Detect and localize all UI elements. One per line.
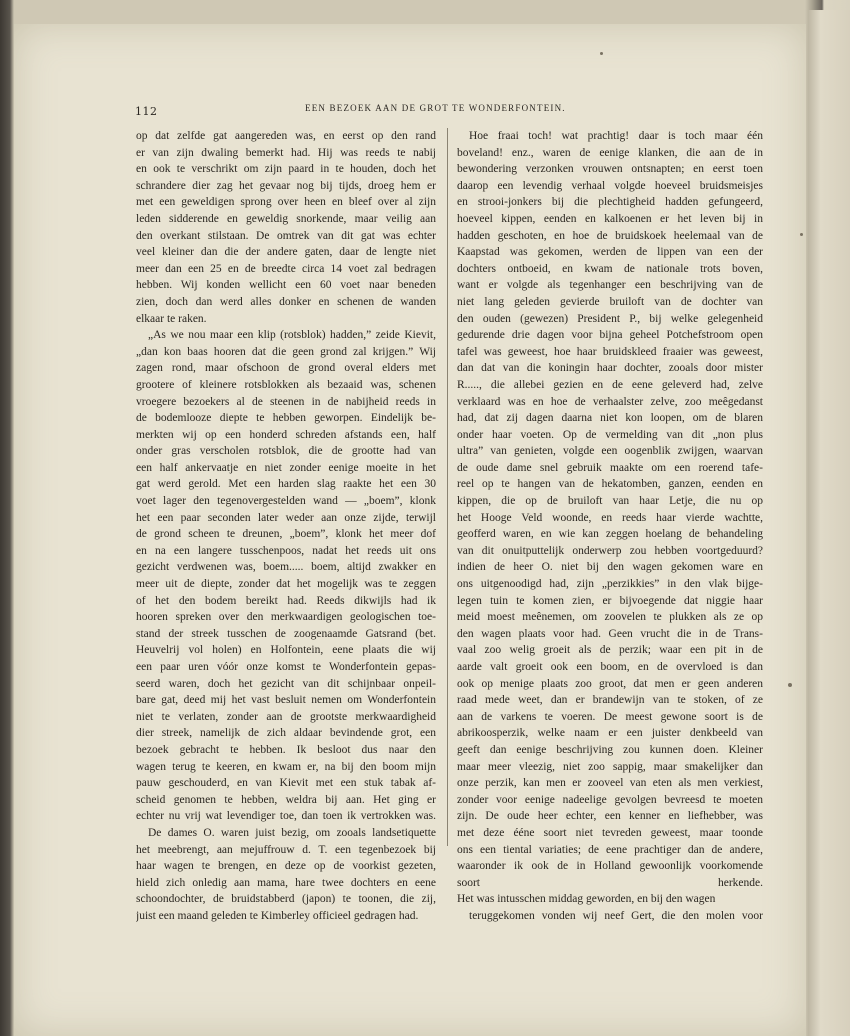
text-line: merkten wij op een honderd schreden afstands een, half <box>136 428 436 441</box>
text-line: er van zijn dwaling bemerkt had. Hij was reeds te nabij <box>136 146 436 159</box>
text-line: grootere of kleinere rotsblokken als bezaaid was, schenen <box>136 378 436 391</box>
text-line: hoeveel kippen, eenden en kalkoenen er het leven bij in <box>457 212 763 225</box>
text-line: juist een maand geleden te Kimberley officieel gedragen had. <box>136 909 419 922</box>
text-line: want er volgde als tegenhanger een beschrijving van de <box>457 279 763 292</box>
text-line: schoondochter, de bruidstabberd (japon) te toonen, die zij, <box>136 893 436 906</box>
text-line: en na een langere tusschenpoos, nadat het reeds uit ons <box>136 544 436 557</box>
text-line: het een paar seconden later weder aan onze zijde, terwijl <box>136 511 436 524</box>
text-line: raad mede weet, dan er brandewijn van te stoken, of ze <box>457 694 763 707</box>
paper-speck <box>800 233 803 236</box>
text-line: aan de varkens te voeren. De meest gewone soort is de <box>457 710 763 723</box>
text-line: van dit onuitputtelijk onderwerp zou hebben voortgeduurd? <box>457 544 763 557</box>
text-line: schrandere dier zag het gevaar nog bij tijds, droeg hem er <box>136 179 436 192</box>
text-line: den wagen plaats voor had. Geen vrucht die in de Trans- <box>457 627 763 640</box>
text-line: maar meer vleezig, niet zoo sappig, maar smakelijker dan <box>457 760 763 773</box>
text-line: vaal zoo welig groeit als de perzik; waar een pit in de <box>457 644 763 657</box>
text-line: niet lang geleden gevierde bruiloft van de dochter van <box>457 295 763 308</box>
text-line: dier streek, namelijk de zich aldaar bevindende grot, een <box>136 727 436 740</box>
text-line: op dat zelfde gat aangereden was, en eerst op den rand <box>136 130 436 142</box>
text-line: R....., die allebei gezien en de eene geleverd had, zelve <box>457 378 763 391</box>
text-line: haar wagen te brengen, en deze op de voorkist gezeten, <box>136 860 436 873</box>
text-line: elkaar te raken. <box>136 312 207 325</box>
text-line: wagen terug te keeren, en kwam er, na bij den boom mijn <box>136 760 436 773</box>
text-line: legen tuin te komen zien, er bijvoegende dat niggie haar <box>457 594 763 607</box>
text-line: pauw geschouderd, en van Kievit met een stuk tabak af- <box>136 777 436 790</box>
right-text-column <box>457 128 763 925</box>
text-line: meid moest meênemen, om zoovelen te plukken als ze op <box>457 611 763 624</box>
text-line: seerd waren, doch het gezicht van dit schijnbaar onpeil- <box>136 677 436 690</box>
text-line: hooren spreken over den merkwaardigen geologischen toe- <box>136 611 436 624</box>
text-line: Hoe fraai toch! wat prachtig! daar is toch maar één <box>469 130 763 142</box>
text-line: zijn. De oude heer echter, een kenner en liefhebber, was <box>457 810 763 823</box>
text-line: scheid genomen te hebben, weldra bij aan. Het ging er <box>136 793 436 806</box>
text-line: niet te verlaten, zonder aan de grootste merkwaardigheid <box>136 710 436 723</box>
text-line: bezoek gebracht te hebben. Ik besloot dus naar den <box>136 743 436 756</box>
text-line: en ook te verschrikt om zijn paard in te houden, doch het <box>136 163 436 176</box>
text-line: hield zich onledig aan mama, hare twee dochters en eene <box>136 876 436 889</box>
text-line: zonder voor eenige nadeelige gevolgen bevreesd te moeten <box>457 793 763 806</box>
text-line: een half ankervaatje en niet zonder eenige moeite in het <box>136 461 436 474</box>
text-line: Het was intusschen middag geworden, en bij den wagen <box>457 893 716 906</box>
column-divider <box>447 128 448 846</box>
text-line: Heuvelrij vol holen) en Holfontein, eene plaats die wij <box>136 644 436 657</box>
text-line: den overkant stilstaan. De omtrek van dit gat was echter <box>136 229 436 242</box>
text-line: dochters ontboeid, en kwam de nationale trots boven, <box>457 262 763 275</box>
text-line: het Hooge Veld woonde, en reeds haar vierde wachtte, <box>457 511 763 524</box>
text-line: geofferd waren, en wie kan zeggen hoelang de behandeling <box>457 528 763 541</box>
text-line: aarde valt groeit ook een boom, en de overvloed is dan <box>457 661 763 673</box>
text-line: leden sidderende en geweldig snorkende, maar veilig aan <box>136 212 436 225</box>
text-line: meer dan een 25 en de breedte circa 14 voet zal bedragen <box>136 262 436 275</box>
text-line: onze perzik, kan men er zooveel van eten als men verkiest, <box>457 777 763 790</box>
text-line: de bodemlooze diepte te hebben geworpen. Eindelijk be- <box>136 412 436 425</box>
text-line: had, dat zij dagen daarna niet kon loopen, om de blaren <box>457 412 763 425</box>
text-line: daarop een levendig verhaal volgde hoeveel bruidsmeisjes <box>457 179 763 192</box>
text-line: dan dat van die koningin haar dochter, zooals door mister <box>457 362 763 375</box>
text-line: voet lager den tegenovergestelden wand — „boem”, klonk <box>136 495 436 508</box>
text-line: meer uit de diepte, zonder dat het mogelijk was te zeggen <box>136 578 436 591</box>
text-line: indien de heer O. niet bij den wagen gekomen ware en <box>457 561 763 574</box>
text-line: een paar uren vóór onze komst te Wonderfontein gepas- <box>136 661 436 673</box>
paper-speck <box>600 52 603 55</box>
text-line: De dames O. waren juist bezig, om zooals landsetiquette <box>148 826 436 839</box>
text-line: reel op te hangen van de hekatomben, ganzen, eenden en <box>457 478 763 491</box>
text-line: onder gras verscholen rotsblok, die de grootte had van <box>136 445 436 458</box>
text-line: hadden geschoten, en hoe de bruidskoek heelemaal van de <box>457 229 763 242</box>
left-text-column <box>136 128 436 925</box>
text-line: of het den bodem bereikt had. Reeds dikwijls had ik <box>136 594 436 607</box>
paper-speck <box>788 683 792 687</box>
text-line: teruggekomen vonden wij neef Gert, die den molen voor <box>469 909 763 922</box>
text-line: bewondering verzonken vrouwen ontsnapten; en eerst toen <box>457 163 763 176</box>
text-line: de grond scheen te dreunen, „boem”, klonk het meer dof <box>136 528 436 541</box>
text-line: met deze ééne soort niet tevreden geweest, maar toonde <box>457 826 763 839</box>
text-line: „dan kon baas hooren dat die geen grond zal krijgen.” Wij <box>136 345 436 358</box>
text-line: gat werd gerold. Met een harden slag raakte het een 30 <box>136 478 436 491</box>
text-line: veel kleiner dan die der andere gaten, daar de lengte niet <box>136 246 436 259</box>
text-line: gezicht verdwenen was, boem..... boem, altijd zwakker en <box>136 561 436 574</box>
text-line: abrikoosperzik, welke naam er een juister denkbeeld van <box>457 727 763 740</box>
text-line: tafel was geweest, hoe haar bruidskleed fraaier was geweest, <box>457 345 763 358</box>
page-number: 112 <box>135 105 158 118</box>
text-line: kippen, die op de bruiloft van haar Letje, die nu op <box>457 495 763 508</box>
text-line: zien, doch dan werd alles donker en schenen de wanden <box>136 295 436 308</box>
next-page-edge <box>808 10 850 1036</box>
text-line: waaronder ik ook de in Holland gewoonlijk voorkomende <box>457 860 763 873</box>
text-line: „As we nou maar een klip (rotsblok) hadden,” zeide Kievit, <box>148 329 436 342</box>
text-line: ook op menige plaats zoo groot, dat men er geen anderen <box>457 677 763 690</box>
text-line: Kaapstad was gekomen, werden de lippen van een der <box>457 246 763 259</box>
text-line: den ouden (gewezen) President P., bij welke gelegenheid <box>457 312 763 325</box>
text-line: bare gat, deed mij het vast besluit nemen om Wonderfontein <box>136 694 436 707</box>
page-header <box>135 103 765 117</box>
text-line: ons een tiental variaties; de eene prachtiger dan de andere, <box>457 843 763 856</box>
text-line: stand der streek tusschen de zoogenaamde Gatsrand (bet. <box>136 627 436 640</box>
text-line: boveland! enz., waren de eenige klanken, die aan de in <box>457 146 763 159</box>
text-line: zagen rond, maar ofschoon de grond overal elders met <box>136 362 436 375</box>
text-line: gedurende drie dagen voor bijna geheel Potchefstroom open <box>457 329 763 342</box>
text-line: de oude dame snel gebruik maakte om een roerend tafe- <box>457 461 763 474</box>
text-line: met een geweldigen sprong over heen en bleef over al zijn <box>136 196 436 209</box>
running-title: EEN BEZOEK AAN DE GROT TE WONDERFONTEIN. <box>305 103 566 113</box>
text-line: ons uitgenoodigd had, zijn „perzikkies” in den vlak bijge- <box>457 578 763 591</box>
text-line: hebben. Wij konden wellicht een 60 voet naar beneden <box>136 279 436 292</box>
text-line: soort herkende. <box>457 876 763 889</box>
text-line: het meebrengt, aan mejuffrouw d. T. een tegenbezoek bij <box>136 843 436 856</box>
text-line: en strooi-jonkers bij die plechtigheid hadden gefungeerd, <box>457 196 763 209</box>
text-line: echter nu vrij wat levendiger toe, dan toen ik vertrokken was. <box>136 810 436 823</box>
text-line: verklaard was en hoe de verhaalster zelve, zoo meêgedanst <box>457 395 763 408</box>
text-line: vroegere bezoekers al de steenen in de nabijheid reeds in <box>136 395 436 408</box>
text-line: ultra” van genieten, volgde een oogenblik zwijgen, waarvan <box>457 445 763 458</box>
text-line: onder haar voeten. Op de vermelding van dit „non plus <box>457 428 763 441</box>
text-line: geeft dan eenige beschrijving zou kunnen doen. Kleiner <box>457 743 763 756</box>
